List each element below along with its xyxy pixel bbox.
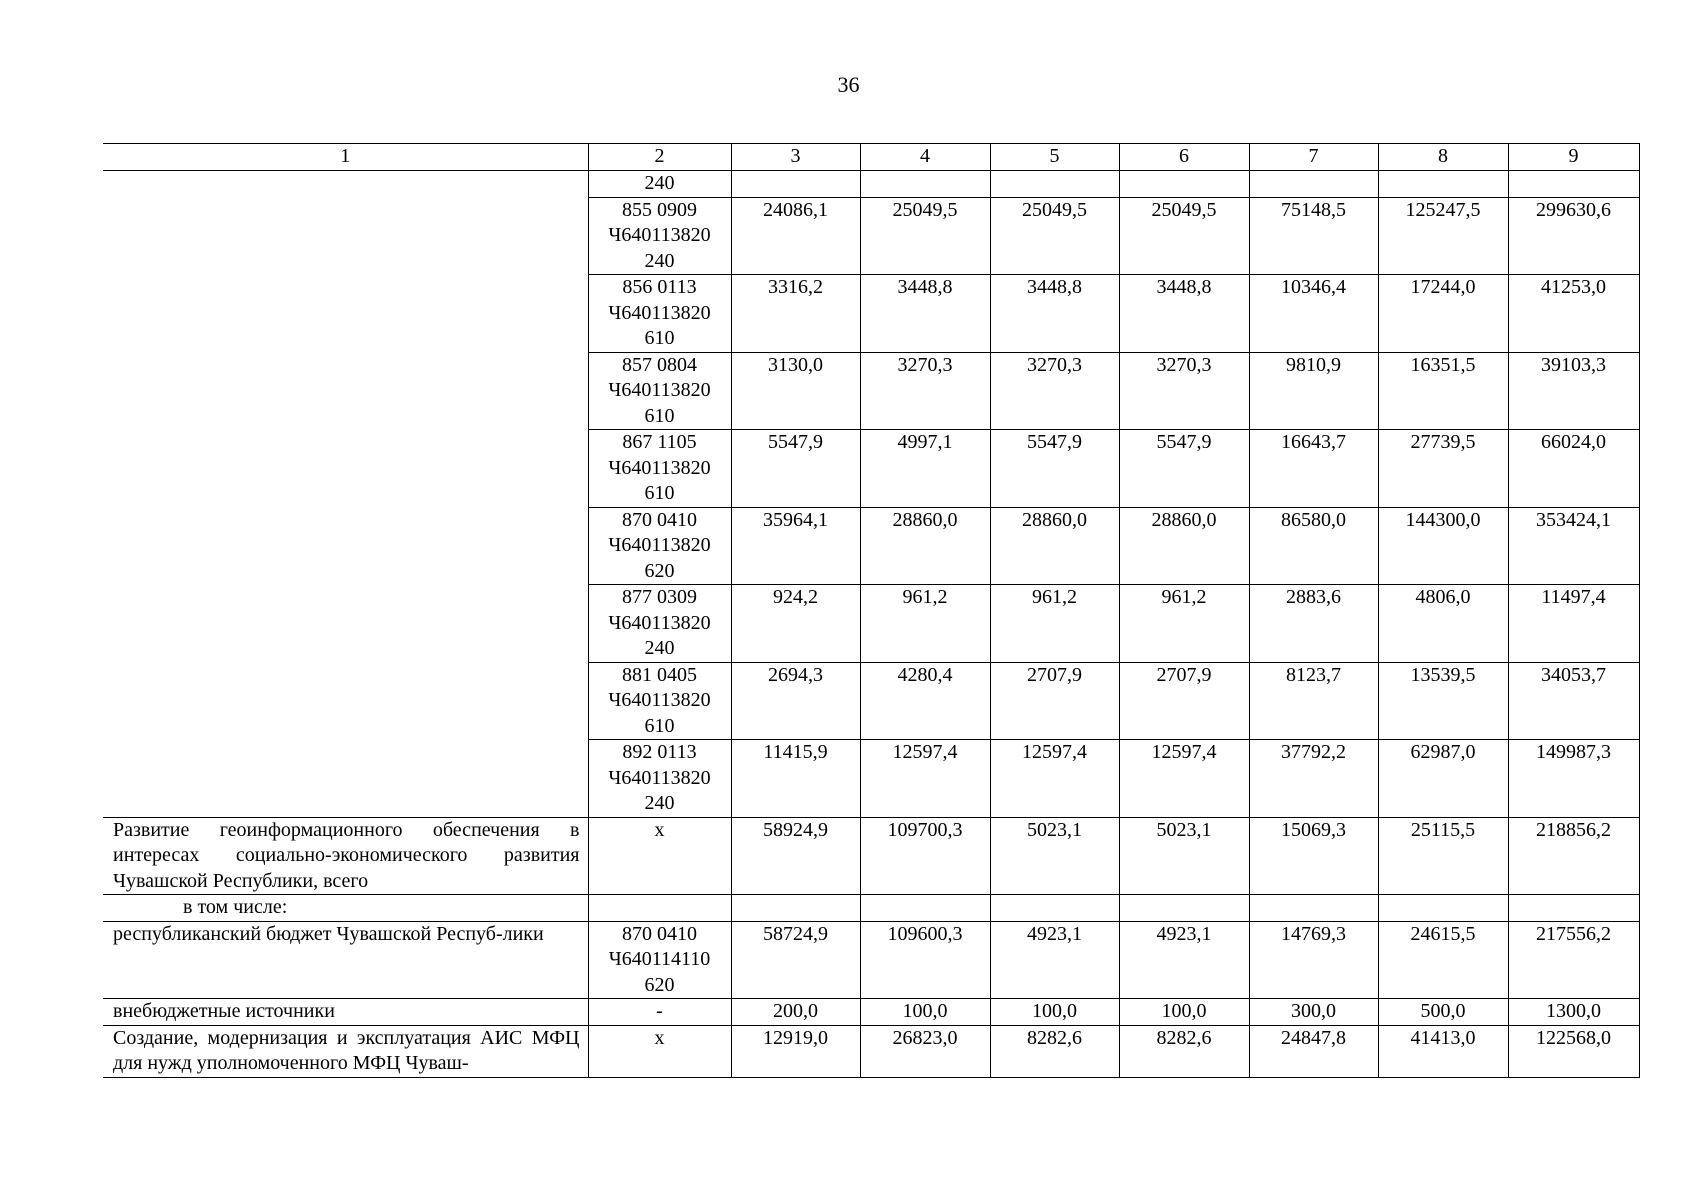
value-cell-col-4: 3270,3 (860, 352, 990, 430)
column-number-row (103, 144, 1639, 171)
value-cell-col-7: 14769,3 (1249, 921, 1378, 999)
table-row (103, 817, 1639, 895)
budget-code-cell (588, 585, 731, 663)
value-cell-col-8: 16351,5 (1378, 352, 1508, 430)
budget-code-line: Ч640113820 (608, 224, 711, 246)
value-cell-col-7: 86580,0 (1249, 507, 1378, 585)
value-cell-col-3: 35964,1 (731, 507, 860, 585)
row-name-cell: внебюджетные источники (103, 999, 588, 1026)
value-cell-col-8: 17244,0 (1378, 275, 1508, 353)
value-cell-col-4: 100,0 (860, 999, 990, 1026)
budget-code-cell (588, 171, 731, 198)
budget-code-cell (588, 817, 731, 895)
value-cell-col-3: 2694,3 (731, 662, 860, 740)
budget-code-line: х (654, 818, 665, 841)
column-number-4: 4 (860, 144, 990, 171)
value-cell-col-9: 1300,0 (1508, 999, 1639, 1026)
value-cell-col-3 (731, 171, 860, 198)
budget-code-line: - (656, 1000, 663, 1022)
value-cell-col-7: 15069,3 (1249, 817, 1378, 895)
value-cell-col-3 (731, 895, 860, 922)
budget-code-line: 610 (644, 327, 675, 349)
budget-code-line: 881 0405 (622, 663, 697, 686)
value-cell-col-7: 8123,7 (1249, 662, 1378, 740)
column-number-9: 9 (1508, 144, 1639, 171)
table-row (103, 895, 1639, 922)
budget-code-line: Ч640113820 (608, 534, 711, 556)
value-cell-col-5: 28860,0 (990, 507, 1119, 585)
value-cell-col-8: 4806,0 (1378, 585, 1508, 663)
value-cell-col-6 (1119, 171, 1249, 198)
value-cell-col-9: 149987,3 (1508, 740, 1639, 818)
value-cell-col-9: 353424,1 (1508, 507, 1639, 585)
value-cell-col-5: 25049,5 (990, 197, 1119, 275)
budget-code-line: 620 (644, 973, 675, 996)
budget-code-line: 620 (644, 559, 675, 582)
budget-code-cell (588, 197, 731, 275)
value-cell-col-9: 66024,0 (1508, 430, 1639, 508)
value-cell-col-3: 200,0 (731, 999, 860, 1026)
value-cell-col-7: 10346,4 (1249, 275, 1378, 353)
value-cell-col-8: 62987,0 (1378, 740, 1508, 818)
value-cell-col-5: 12597,4 (990, 740, 1119, 818)
budget-code-line: 856 0113 (622, 276, 697, 298)
column-number-3: 3 (731, 144, 860, 171)
value-cell-col-8: 27739,5 (1378, 430, 1508, 508)
column-number-2: 2 (588, 144, 731, 171)
value-cell-col-4 (860, 171, 990, 198)
value-cell-col-9: 41253,0 (1508, 275, 1639, 353)
value-cell-col-6: 8282,6 (1119, 1025, 1249, 1077)
value-cell-col-9: 34053,7 (1508, 662, 1639, 740)
budget-code-line: 240 (644, 172, 675, 194)
value-cell-col-5: 4923,1 (990, 921, 1119, 999)
table-row (103, 1025, 1639, 1077)
value-cell-col-7: 300,0 (1249, 999, 1378, 1026)
value-cell-col-4: 12597,4 (860, 740, 990, 818)
value-cell-col-4: 3448,8 (860, 275, 990, 353)
value-cell-col-9: 122568,0 (1508, 1025, 1639, 1077)
value-cell-col-9: 39103,3 (1508, 352, 1639, 430)
value-cell-col-5: 961,2 (990, 585, 1119, 663)
budget-code-line: Ч640113820 (608, 766, 711, 789)
value-cell-col-9: 217556,2 (1508, 921, 1639, 999)
value-cell-col-6: 5547,9 (1119, 430, 1249, 508)
column-number-6: 6 (1119, 144, 1249, 171)
value-cell-col-8: 25115,5 (1378, 817, 1508, 895)
budget-code-cell (588, 1025, 731, 1077)
value-cell-col-7 (1249, 171, 1378, 198)
value-cell-col-6: 25049,5 (1119, 197, 1249, 275)
budget-code-line: 240 (644, 249, 675, 272)
budget-code-line: 240 (644, 637, 675, 659)
budget-code-line: 240 (644, 792, 675, 814)
budget-code-line: 870 0410 (622, 922, 697, 945)
value-cell-col-5: 5023,1 (990, 817, 1119, 895)
value-cell-col-3: 12919,0 (731, 1025, 860, 1077)
budget-code-line: 855 0909 (622, 198, 697, 221)
value-cell-col-6: 961,2 (1119, 585, 1249, 663)
row-name-cell: в том числе: (103, 895, 588, 922)
value-cell-col-4: 4997,1 (860, 430, 990, 508)
value-cell-col-8 (1378, 171, 1508, 198)
table-row (103, 171, 1639, 198)
value-cell-col-8: 125247,5 (1378, 197, 1508, 275)
budget-code-line: 610 (644, 482, 675, 504)
value-cell-col-6 (1119, 895, 1249, 922)
value-cell-col-6: 3448,8 (1119, 275, 1249, 353)
budget-code-cell (588, 662, 731, 740)
budget-code-cell (588, 352, 731, 430)
budget-code-line: 857 0804 (622, 353, 697, 376)
value-cell-col-3: 58924,9 (731, 817, 860, 895)
value-cell-col-3: 11415,9 (731, 740, 860, 818)
column-number-5: 5 (990, 144, 1119, 171)
budget-code-line: 870 0410 (622, 508, 697, 531)
value-cell-col-6: 4923,1 (1119, 921, 1249, 999)
budget-code-line: Ч640113820 (608, 689, 711, 711)
budget-code-line: х (654, 1026, 665, 1049)
budget-code-line: Ч640113820 (608, 301, 711, 324)
value-cell-col-7: 2883,6 (1249, 585, 1378, 663)
budget-code-line: Ч640113820 (608, 456, 711, 479)
value-cell-col-4: 25049,5 (860, 197, 990, 275)
value-cell-col-7 (1249, 895, 1378, 922)
value-cell-col-8: 144300,0 (1378, 507, 1508, 585)
value-cell-col-4: 109700,3 (860, 817, 990, 895)
budget-code-line: Ч640113820 (608, 611, 711, 634)
page-number: 36 (837, 72, 860, 97)
value-cell-col-8: 13539,5 (1378, 662, 1508, 740)
value-cell-col-9: 299630,6 (1508, 197, 1639, 275)
value-cell-col-7: 75148,5 (1249, 197, 1378, 275)
row-name-cell: Создание, модернизация и эксплуатация АИС МФЦ для нужд уполномоченного МФЦ Чуваш- (103, 1025, 588, 1077)
row-name-cell: республиканский бюджет Чувашской Респуб-лики (103, 921, 588, 999)
budget-code-line: 610 (644, 714, 675, 737)
value-cell-col-6: 28860,0 (1119, 507, 1249, 585)
value-cell-col-7: 24847,8 (1249, 1025, 1378, 1077)
budget-code-line: Ч640114110 (608, 948, 711, 970)
value-cell-col-8 (1378, 895, 1508, 922)
value-cell-col-5 (990, 171, 1119, 198)
value-cell-col-5 (990, 895, 1119, 922)
budget-code-cell (588, 895, 731, 922)
table-row (103, 999, 1639, 1026)
budget-code-cell (588, 740, 731, 818)
value-cell-col-9 (1508, 895, 1639, 922)
value-cell-col-4: 961,2 (860, 585, 990, 663)
budget-code-cell (588, 921, 731, 999)
value-cell-col-9: 11497,4 (1508, 585, 1639, 663)
budget-code-line: Ч640113820 (608, 379, 711, 401)
value-cell-col-5: 2707,9 (990, 662, 1119, 740)
budget-code-cell (588, 430, 731, 508)
value-cell-col-3: 3316,2 (731, 275, 860, 353)
budget-code-cell (588, 275, 731, 353)
budget-code-line: 867 1105 (622, 431, 697, 453)
value-cell-col-5: 3270,3 (990, 352, 1119, 430)
value-cell-col-3: 5547,9 (731, 430, 860, 508)
value-cell-col-6: 12597,4 (1119, 740, 1249, 818)
budget-code-line: 610 (644, 404, 675, 427)
budget-code-line: 877 0309 (622, 586, 697, 608)
row-name-cell: Развитие геоинформационного обеспечения в интересах социально-экономического развития Чувашской Республики, всего (103, 817, 588, 895)
value-cell-col-8: 24615,5 (1378, 921, 1508, 999)
budget-code-line: 892 0113 (622, 741, 697, 763)
column-number-8: 8 (1378, 144, 1508, 171)
column-number-7: 7 (1249, 144, 1378, 171)
value-cell-col-7: 9810,9 (1249, 352, 1378, 430)
value-cell-col-5: 8282,6 (990, 1025, 1119, 1077)
value-cell-col-3: 924,2 (731, 585, 860, 663)
value-cell-col-3: 3130,0 (731, 352, 860, 430)
value-cell-col-5: 3448,8 (990, 275, 1119, 353)
value-cell-col-4: 4280,4 (860, 662, 990, 740)
budget-code-cell (588, 507, 731, 585)
budget-code-cell (588, 999, 731, 1026)
value-cell-col-7: 37792,2 (1249, 740, 1378, 818)
value-cell-col-6: 100,0 (1119, 999, 1249, 1026)
table-row (103, 921, 1639, 999)
value-cell-col-5: 5547,9 (990, 430, 1119, 508)
value-cell-col-4: 28860,0 (860, 507, 990, 585)
value-cell-col-8: 500,0 (1378, 999, 1508, 1026)
value-cell-col-7: 16643,7 (1249, 430, 1378, 508)
row-name-cell (103, 171, 588, 818)
value-cell-col-8: 41413,0 (1378, 1025, 1508, 1077)
value-cell-col-3: 24086,1 (731, 197, 860, 275)
value-cell-col-4: 109600,3 (860, 921, 990, 999)
value-cell-col-4: 26823,0 (860, 1025, 990, 1077)
value-cell-col-3: 58724,9 (731, 921, 860, 999)
value-cell-col-4 (860, 895, 990, 922)
budget-table (103, 143, 1640, 1078)
value-cell-col-6: 5023,1 (1119, 817, 1249, 895)
value-cell-col-9 (1508, 171, 1639, 198)
value-cell-col-5: 100,0 (990, 999, 1119, 1026)
column-number-1: 1 (103, 144, 588, 171)
value-cell-col-9: 218856,2 (1508, 817, 1639, 895)
value-cell-col-6: 3270,3 (1119, 352, 1249, 430)
value-cell-col-6: 2707,9 (1119, 662, 1249, 740)
